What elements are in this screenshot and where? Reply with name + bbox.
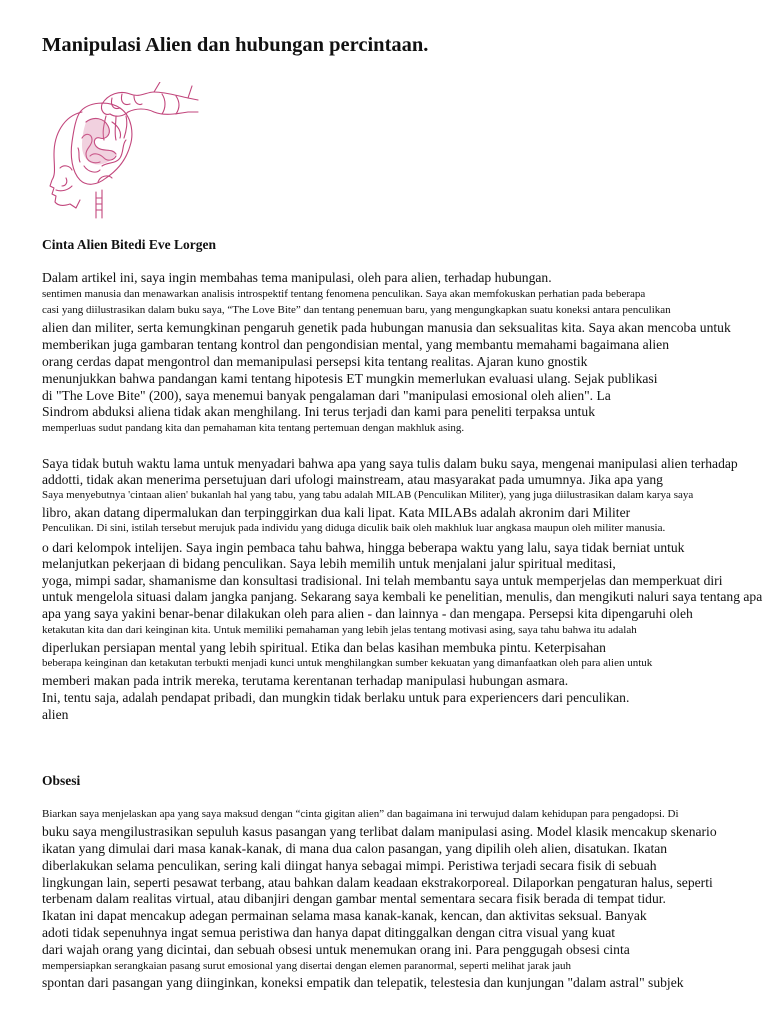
alien-hand-brain-illustration [42,82,200,220]
text-line: alien [42,707,69,722]
text-line: Ikatan ini dapat mencakup adegan permainan selama masa kanak-kanak, kencan, dan aktivitas seksual. Banyak [42,908,647,923]
text-line: dari wajah orang yang dicintai, dan sebuah obsesi untuk menemukan orang ini. Para penggugah obsesi cinta [42,942,630,957]
text-line: memberikan juga gambaran tentang kontrol dan pengondisian mental, yang membantu memahami bagaimana alien [42,337,669,352]
text-line: ikatan yang dimulai dari masa kanak-kanak, di mana dua calon pasangan, yang dipilih oleh alien, disatukan. Ikatan [42,841,668,856]
text-line: addotti, tidak akan menerima persetujuan dari ufologi mainstream, atau masyarakat pada umumnya. Jika apa yang [42,472,663,487]
section-heading-obsesi: Obsesi [42,773,81,788]
text-line: Saya menyebutnya 'cintaan alien' bukanlah hal yang tabu, yang tabu adalah MILAB (Penculikan Militer), yang juga diilustrasikan dalam karya saya [42,489,694,501]
text-line: menunjukkan bahwa pandangan kami tentang hipotesis ET mungkin memerlukan evaluasi ulang. Sejak publikasi [42,371,658,386]
text-line: sentimen manusia dan menawarkan analisis introspektif tentang fenomena penculikan. Saya akan memfokuskan perhatian pada beberapa [42,288,646,300]
text-line: Biarkan saya menjelaskan apa yang saya maksud dengan “cinta gigitan alien” dan bagaimana ini terwujud dalam kehidupan para pengadopsi. Di [42,808,679,820]
text-line: memperluas sudut pandang kita dan pemahaman kita tentang pertemuan dengan makhluk asing. [42,422,465,434]
text-line: lingkungan lain, seperti pesawat terbang, atau bahkan dalam keadaan ekstrakorporeal. Dilaporkan pengaturan halus, seperti [42,875,713,890]
text-line: spontan dari pasangan yang diinginkan, koneksi empatik dan telepatik, telestesia dan kunjungan "dalam astral" subjek [42,975,684,990]
text-line: Dalam artikel ini, saya ingin membahas tema manipulasi, oleh para alien, terhadap hubungan. [42,270,552,285]
section-heading-love-bite: Cinta Alien Bitedi Eve Lorgen [42,237,217,252]
text-line: diperlukan persiapan mental yang lebih spiritual. Etika dan belas kasihan membuka pintu. Keterpisahan [42,640,606,655]
page-title: Manipulasi Alien dan hubungan percintaan. [42,34,429,56]
text-line: Saya tidak butuh waktu lama untuk menyadari bahwa apa yang saya tulis dalam buku saya, mengenai manipulasi alien terhadap [42,456,738,471]
text-line: beberapa keinginan dan ketakutan terbukti menjadi kunci untuk menghilangkan sumber kekuatan yang dimanfaatkan oleh para alien untuk [42,657,653,669]
text-line: apa yang saya yakini benar-benar dilakukan oleh para alien - dan lainnya - dan mengapa. Persepsi kita dipengaruhi oleh [42,606,693,621]
text-line: o dari kelompok intelijen. Saya ingin pembaca tahu bahwa, hingga beberapa waktu yang lalu, saya tidak berniat untuk [42,540,685,555]
text-line: buku saya mengilustrasikan sepuluh kasus pasangan yang terlibat dalam manipulasi asing. Model klasik mencakup skenario [42,824,717,839]
text-line: adoti tidak sepenuhnya ingat semua peristiwa dan hanya dapat ditinggalkan dengan citra visual yang kuat [42,925,616,940]
text-line: Penculikan. Di sini, istilah tersebut merujuk pada individu yang diduga diculik baik oleh makhluk luar angkasa maupun oleh militer manusia. [42,522,666,534]
text-line: terbenam dalam realitas virtual, atau dibanjiri dengan gambar mental sementara secara fisik berada di tempat tidur. [42,891,666,906]
text-line: casi yang diilustrasikan dalam buku saya, “The Love Bite” dan tentang penemuan baru, yang mengungkapkan suatu koneksi antara penculikan [42,304,671,316]
text-line: di "The Love Bite" (200), saya menemui banyak pengalaman dari "manipulasi emosional oleh alien". La [42,388,611,403]
text-line: mempersiapkan serangkaian pasang surut emosional yang disertai dengan elemen paranormal, seperti melihat jarak jauh [42,960,572,972]
text-line: melanjutkan pekerjaan di bidang penculikan. Saya lebih memilih untuk menjalani jalur spiritual meditasi, [42,556,616,571]
text-line: untuk mengelola situasi dalam jangka panjang. Sekarang saya kembali ke penelitian, menulis, dan mengikuti naluri saya tentang apa [42,589,763,604]
text-line: ketakutan kita dan dari keinginan kita. Untuk memiliki pemahaman yang lebih jelas tentang motivasi asing, saya tahu bahwa itu adalah [42,624,637,636]
text-line: orang cerdas dapat mengontrol dan memanipulasi persepsi kita tentang realitas. Ajaran kuno gnostik [42,354,588,369]
text-line: yoga, mimpi sadar, shamanisme dan konsultasi tradisional. Ini telah membantu saya untuk memperjelas dan memperkuat diri [42,573,723,588]
text-line: memberi makan pada intrik mereka, terutama kerentanan terhadap manipulasi hubungan asmara. [42,673,569,688]
text-line: Ini, tentu saja, adalah pendapat pribadi, dan mungkin tidak berlaku untuk para experiencers dari penculikan. [42,690,630,705]
text-line: diberlakukan selama penculikan, sering kali diingat hanya sebagai mimpi. Peristiwa terjadi secara fisik di sebuah [42,858,657,873]
text-line: libro, akan datang dipermalukan dan terpinggirkan dua kali lipat. Kata MILABs adalah akronim dari Militer [42,505,631,520]
text-line: alien dan militer, serta kemungkinan pengaruh genetik pada hubungan manusia dan seksualitas kita. Saya akan mencoba untuk [42,320,731,335]
text-line: Sindrom abduksi aliena tidak akan menghilang. Ini terus terjadi dan kami para peneliti terpaksa untuk [42,404,596,419]
